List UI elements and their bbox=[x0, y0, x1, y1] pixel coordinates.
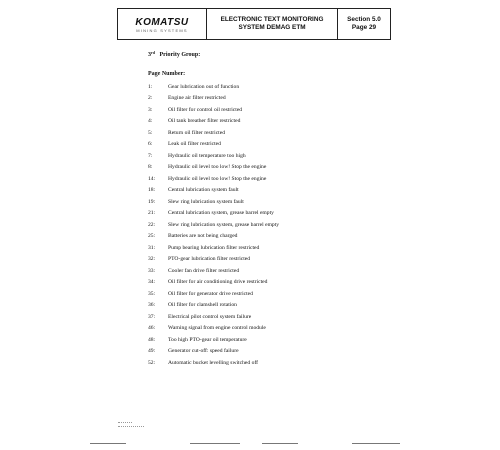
item-description: Central lubrication system fault bbox=[168, 187, 239, 194]
list-item bbox=[148, 334, 408, 346]
document-title bbox=[207, 9, 338, 39]
list-item bbox=[148, 150, 408, 162]
item-description: Return oil filter restricted bbox=[168, 129, 226, 136]
item-description: Oil filter for air conditioning drive restricted bbox=[168, 279, 268, 286]
item-number: 52: bbox=[148, 359, 156, 366]
item-number: 3: bbox=[148, 106, 153, 113]
list-item bbox=[148, 357, 408, 369]
list-item bbox=[148, 242, 408, 254]
logo-wordmark: KOMATSU bbox=[135, 16, 189, 28]
list-item bbox=[148, 185, 408, 197]
item-number: 33: bbox=[148, 267, 156, 274]
list-item bbox=[148, 300, 408, 312]
item-number: 34: bbox=[148, 279, 156, 286]
item-number: 2: bbox=[148, 95, 153, 102]
list-item bbox=[148, 231, 408, 243]
list-item bbox=[148, 265, 408, 277]
message-list bbox=[148, 81, 408, 369]
list-item bbox=[148, 162, 408, 174]
list-item bbox=[148, 81, 408, 93]
item-description: Oil tank breather filter restricted bbox=[168, 118, 241, 125]
title-line-1: ELECTRONIC TEXT MONITORING bbox=[220, 16, 324, 23]
list-item bbox=[148, 104, 408, 116]
item-number: 14: bbox=[148, 175, 156, 182]
item-number: 35: bbox=[148, 290, 156, 297]
footer-code bbox=[118, 419, 144, 427]
item-number: 22: bbox=[148, 221, 156, 228]
priority-ordinal: 3 bbox=[148, 52, 151, 58]
item-number: 37: bbox=[148, 313, 156, 320]
item-description: Too high PTO-gear oil temperature bbox=[168, 336, 247, 343]
item-number: 7: bbox=[148, 152, 153, 159]
item-description: Warning signal from engine control module bbox=[168, 325, 266, 332]
list-item bbox=[148, 311, 408, 323]
item-description: Pump bearing lubrication filter restricted bbox=[168, 244, 260, 251]
item-number: 1: bbox=[148, 83, 153, 90]
item-number: 49: bbox=[148, 348, 156, 355]
footer-rule bbox=[190, 443, 240, 444]
list-item bbox=[148, 196, 408, 208]
item-description: Engine air filter restricted bbox=[168, 95, 226, 102]
item-number: 4: bbox=[148, 118, 153, 125]
section-info bbox=[338, 9, 390, 39]
list-item bbox=[148, 127, 408, 139]
footer-rule bbox=[352, 443, 400, 444]
item-description: Generator cut-off: speed failure bbox=[168, 348, 239, 355]
list-item bbox=[148, 93, 408, 105]
item-description: Electrical pilot control system failure bbox=[168, 313, 252, 320]
list-item bbox=[148, 277, 408, 289]
item-description: Gear lubrication out of function bbox=[168, 83, 240, 90]
item-description: Hydraulic oil level too low! Stop the engine bbox=[168, 164, 267, 171]
logo-subtitle: MINING SYSTEMS bbox=[136, 27, 188, 33]
item-number: 18: bbox=[148, 187, 156, 194]
list-item bbox=[148, 323, 408, 335]
item-description: Hydraulic oil level too low! Stop the engine bbox=[168, 175, 267, 182]
list-item bbox=[148, 288, 408, 300]
list-item bbox=[148, 254, 408, 266]
item-number: 6: bbox=[148, 141, 153, 148]
item-description: Oil filter for generator drive restricted bbox=[168, 290, 253, 297]
item-number: 5: bbox=[148, 129, 153, 136]
page-number-heading: Page Number: bbox=[148, 71, 186, 77]
item-number: 36: bbox=[148, 302, 156, 309]
item-description: Leak oil filter restricted bbox=[168, 141, 221, 148]
list-item bbox=[148, 139, 408, 151]
item-description: Batteries are not being charged bbox=[168, 233, 238, 240]
priority-ordinal-suffix: rd bbox=[151, 50, 155, 55]
section-number: Section 5.0 bbox=[347, 16, 381, 23]
item-number: 46: bbox=[148, 325, 156, 332]
item-number: 25: bbox=[148, 233, 156, 240]
page-number: Page 29 bbox=[351, 24, 377, 31]
document-header bbox=[117, 8, 391, 40]
footer-rule bbox=[90, 443, 126, 444]
list-item bbox=[148, 208, 408, 220]
item-number: 48: bbox=[148, 336, 156, 343]
item-number: 31: bbox=[148, 244, 156, 251]
komatsu-logo bbox=[118, 9, 207, 39]
item-description: Cooler fan drive filter restricted bbox=[168, 267, 240, 274]
item-number: 32: bbox=[148, 256, 156, 263]
item-description: PTO-gear lubrication filter restricted bbox=[168, 256, 251, 263]
item-number: 8: bbox=[148, 164, 153, 171]
item-number: 21: bbox=[148, 210, 156, 217]
item-description: Slew ring lubrication system fault bbox=[168, 198, 244, 205]
item-description: Automatic bucket levelling switched off bbox=[168, 359, 258, 366]
item-description: Hydraulic oil temperature too high bbox=[168, 152, 246, 159]
list-item bbox=[148, 219, 408, 231]
title-line-2: SYSTEM DEMAG ETM bbox=[238, 24, 306, 31]
priority-group-heading bbox=[148, 50, 200, 58]
item-number: 19: bbox=[148, 198, 156, 205]
footer-rule bbox=[262, 443, 298, 444]
list-item bbox=[148, 346, 408, 358]
item-description: Slew ring lubrication system, grease barrel empty bbox=[168, 221, 280, 228]
list-item bbox=[148, 173, 408, 185]
priority-label: Priority Group: bbox=[159, 52, 201, 58]
list-item bbox=[148, 116, 408, 128]
item-description: Central lubrication system, grease barrel empty bbox=[168, 210, 274, 217]
item-description: Oil filter for clamshell rotation bbox=[168, 302, 237, 309]
item-description: Oil filter for control oil restricted bbox=[168, 106, 243, 113]
